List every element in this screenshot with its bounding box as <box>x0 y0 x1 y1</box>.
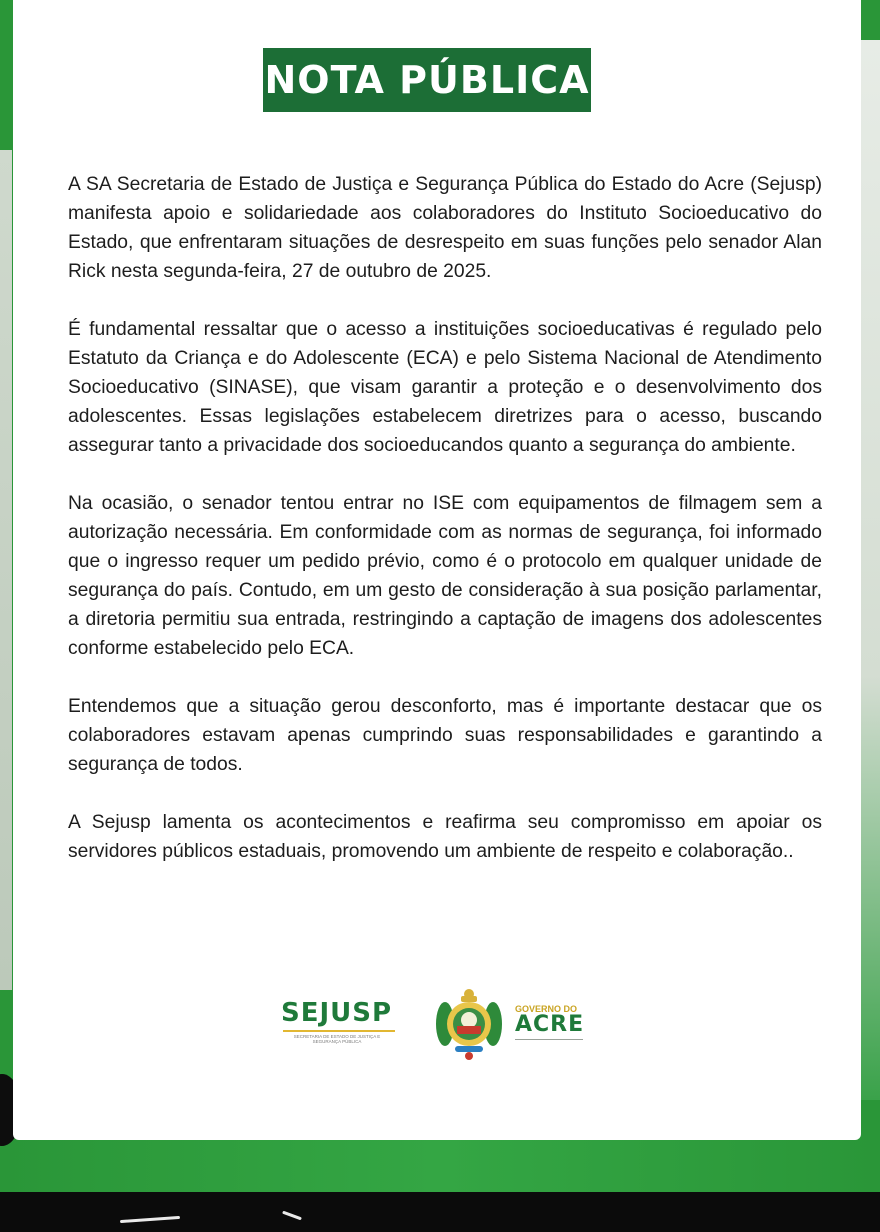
logo-row <box>281 986 585 1066</box>
paragraph-5: A Sejusp lamenta os acontecimentos e reafirma seu compromisso em apoiar os servidores públicos estaduais, promovendo um ambiente de respeito e colaboração.. <box>68 812 822 862</box>
notice-card <box>13 0 861 1140</box>
paragraph-3: Na ocasião, o senador tentou entrar no ISE com equipamentos de filmagem sem a autorização necessária. Em conformidade com as normas de segurança, foi informado que o ingresso requer um pedido prévio, como é o protocolo em qualquer unidade de segurança do país. Contudo, em um gesto de consideração à sua posição parlamentar, a diretoria permitiu sua entrada, restringindo a captação de imagens dos adolescentes conforme estabelecido pelo ECA. <box>68 493 822 659</box>
notice-body <box>68 170 822 895</box>
page-title: NOTA PÚBLICA <box>264 58 590 102</box>
background-left-strip <box>0 150 12 990</box>
paragraph-4: Entendemos que a situação gerou desconforto, mas é importante destacar que os colaboradores estavam apenas cumprindo suas responsabilidades e garantindo a segurança de todos. <box>68 696 822 775</box>
paragraph-2: É fundamental ressaltar que o acesso a instituições socioeducativas é regulado pelo Estatuto da Criança e do Adolescente (ECA) e pelo Sistema Nacional de Atendimento Socioeducativo (SINASE), que visam garantir a proteção e o desenvolvimento dos adolescentes. Essas legislações estabelecem diretrizes para o acesso, buscando assegurar tanto a privacidade dos socioeducandos quanto a segurança do ambiente. <box>68 319 822 456</box>
acre-coat-of-arms-icon <box>431 986 507 1062</box>
title-banner <box>263 48 591 112</box>
sejusp-logo <box>281 998 401 1048</box>
sejusp-logo-word: SEJUSP <box>281 998 393 1028</box>
bottom-bar <box>0 1192 880 1232</box>
gov-logo-small: GOVERNO DO <box>515 1004 578 1014</box>
gov-logo-line <box>515 1039 583 1040</box>
sejusp-logo-subtitle: SECRETARIA DE ESTADO DE JUSTIÇA E SEGURANÇA PÚBLICA <box>293 1034 381 1044</box>
bottom-bar-glint <box>282 1211 302 1221</box>
gov-logo-big: ACRE <box>515 1012 585 1037</box>
paragraph-1: A SA Secretaria de Estado de Justiça e Segurança Pública do Estado do Acre (Sejusp) manifesta apoio e solidariedade aos colaboradores do Instituto Socioeducativo do Estado, que enfrentaram situações de desrespeito em suas funções pelo senador Alan Rick nesta segunda-feira, 27 de outubro de 2025. <box>68 174 822 282</box>
governo-acre-logo <box>515 1004 585 1044</box>
sejusp-logo-bar <box>283 1030 395 1032</box>
bottom-bar-glint <box>120 1216 180 1223</box>
